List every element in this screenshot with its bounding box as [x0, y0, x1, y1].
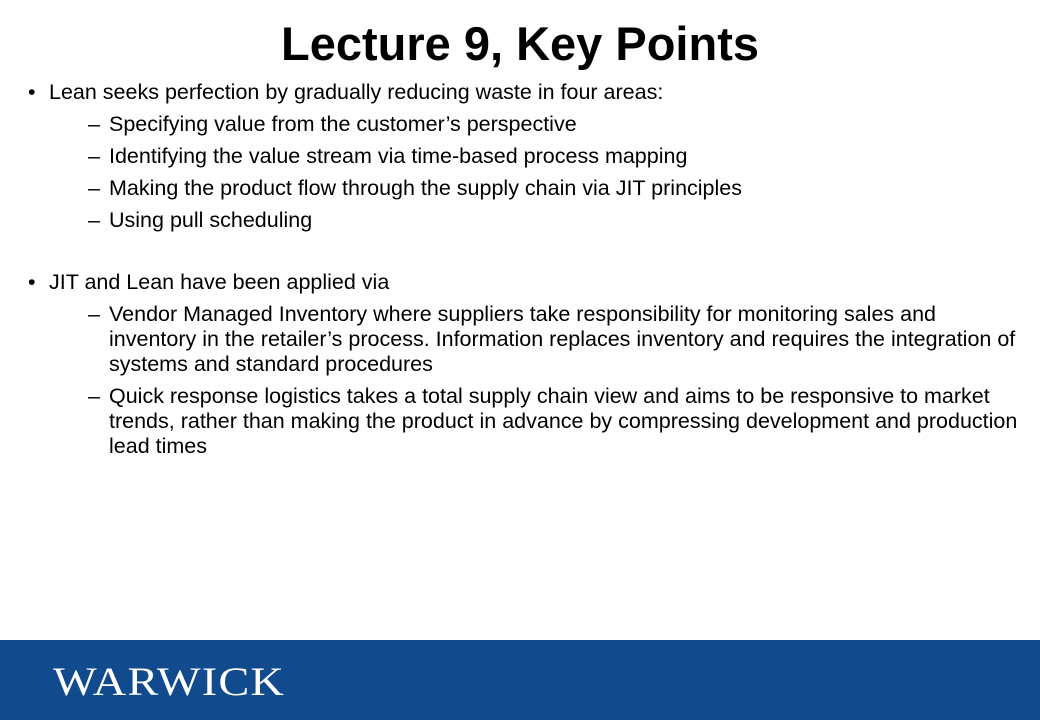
- dash-glyph: –: [88, 302, 100, 326]
- sub-bullet-text: Vendor Managed Inventory where suppliers take responsibility for monitoring sales and inventory in the retailer’s process. Information replaces inventory and requires the integration of systems and standard procedures: [109, 302, 1016, 376]
- sub-bullet-item: [28, 144, 1028, 169]
- dash-glyph: –: [88, 144, 100, 168]
- sub-bullet-text: Making the product flow through the supply chain via JIT principles: [109, 176, 743, 200]
- slide-title: Lecture 9, Key Points: [281, 17, 759, 70]
- bullet-text: JIT and Lean have been applied via: [49, 270, 390, 294]
- warwick-logo: [53, 662, 285, 702]
- bullet-text: Lean seeks perfection by gradually reducing waste in four areas:: [49, 80, 664, 104]
- bullet-glyph: •: [28, 270, 36, 294]
- sub-bullet-item: [28, 302, 1028, 377]
- sub-bullet-text: Identifying the value stream via time-based process mapping: [109, 144, 688, 168]
- dash-glyph: –: [88, 208, 100, 232]
- dash-glyph: –: [88, 384, 100, 408]
- dash-glyph: –: [88, 112, 100, 136]
- sub-bullet-item: [28, 112, 1028, 137]
- bullet-glyph: •: [28, 80, 36, 104]
- bullet-item: [28, 270, 1028, 295]
- sub-bullet-text: Using pull scheduling: [109, 208, 313, 232]
- footer-bar: [0, 640, 1040, 720]
- sub-bullet-text: Quick response logistics takes a total supply chain view and aims to be responsive to market trends, rather than making the product in advance by compressing development and production lead times: [109, 384, 1018, 458]
- bullet-item: [28, 80, 1028, 105]
- warwick-logo-text: WARWICK: [53, 662, 285, 702]
- sub-bullet-item: [28, 384, 1028, 459]
- dash-glyph: –: [88, 176, 100, 200]
- sub-bullet-text: Specifying value from the customer’s perspective: [109, 112, 577, 136]
- sub-bullet-item: [28, 176, 1028, 201]
- slide-content: [28, 80, 1028, 459]
- sub-bullet-item: [28, 208, 1028, 233]
